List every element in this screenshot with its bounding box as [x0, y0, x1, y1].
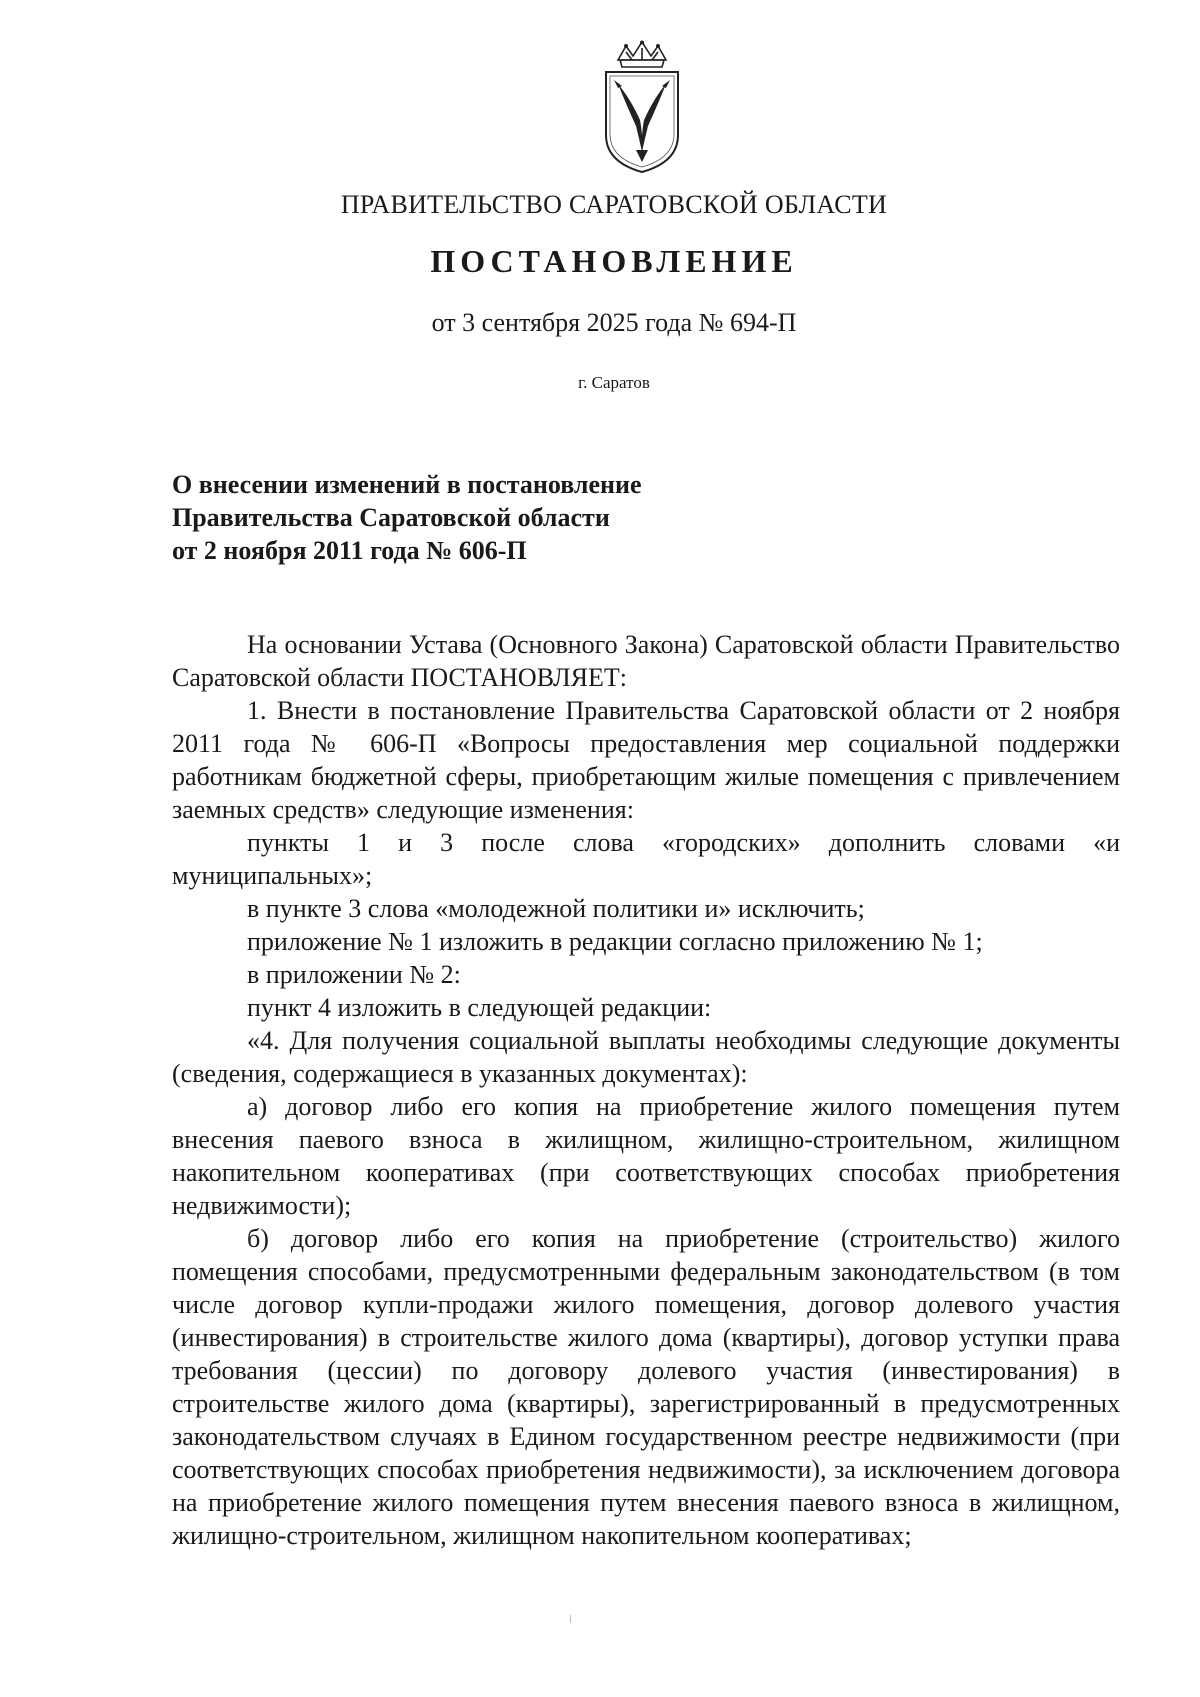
government-name: ПРАВИТЕЛЬСТВО САРАТОВСКОЙ ОБЛАСТИ: [340, 190, 888, 219]
body-paragraph: 1. Внести в постановление Правительства Саратовской области от 2 ноября 2011 года № 606-П «Вопросы предоставления мер социальной поддержки работникам бюджетной сферы, приобретающим жилые помещения с привлечением заемных средств» следующие изменения:: [172, 696, 1120, 824]
body-paragraph: в приложении № 2:: [247, 960, 461, 989]
body-paragraph: На основании Устава (Основного Закона) Саратовской области Правительство Саратовской области ПОСТАНОВЛЯЕТ:: [172, 630, 1120, 692]
document-body: [172, 628, 1120, 1552]
body-paragraph: в пункте 3 слова «молодежной политики и» исключить;: [247, 894, 865, 923]
document-title: [172, 468, 872, 567]
body-paragraph: пункт 4 изложить в следующей редакции:: [247, 993, 712, 1022]
title-line: О внесении изменений в постановление: [172, 470, 642, 499]
body-paragraph: «4. Для получения социальной выплаты необходимы следующие документы (сведения, содержащиеся в указанных документах):: [172, 1026, 1120, 1088]
document-date-number: от 3 сентября 2025 года № 694-П: [431, 308, 797, 337]
saratov-region-coat-of-arms-icon: [596, 40, 688, 175]
body-paragraph: приложение № 1 изложить в редакции согласно приложению № 1;: [247, 927, 983, 956]
body-paragraph: а) договор либо его копия на приобретение жилого помещения путем внесения паевого взноса в жилищном, жилищно-строительном, жилищном накопительном кооперативах (при соответствующих способах приобретения недвижимости);: [172, 1092, 1120, 1220]
body-paragraph: б) договор либо его копия на приобретение (строительство) жилого помещения способами, предусмотренными федеральным законодательством (в том числе договор купли-продажи жилого помещения, договор долевого участия (инвестирования) в строительстве жилого дома (квартиры), договор уступки права требования (цессии) по договору долевого участия (инвестирования) в строительстве жилого дома (квартиры), зарегистрированный в предусмотренных законодательством случаях в Едином государственном реестре недвижимости (при соответствующих способах приобретения недвижимости), за исключением договора на приобретение жилого помещения путем внесения паевого взноса в жилищном, жилищно-строительном, жилищном накопительном кооперативах;: [172, 1224, 1120, 1550]
title-line: от 2 ноября 2011 года № 606-П: [172, 536, 527, 565]
title-line: Правительства Саратовской области: [172, 503, 610, 532]
document-type: ПОСТАНОВЛЕНИЕ: [430, 243, 798, 279]
body-paragraph: пункты 1 и 3 после слова «городских» дополнить словами «и муниципальных»;: [172, 828, 1120, 890]
scan-mark: [570, 1615, 571, 1623]
document-city: г. Саратов: [578, 373, 650, 392]
